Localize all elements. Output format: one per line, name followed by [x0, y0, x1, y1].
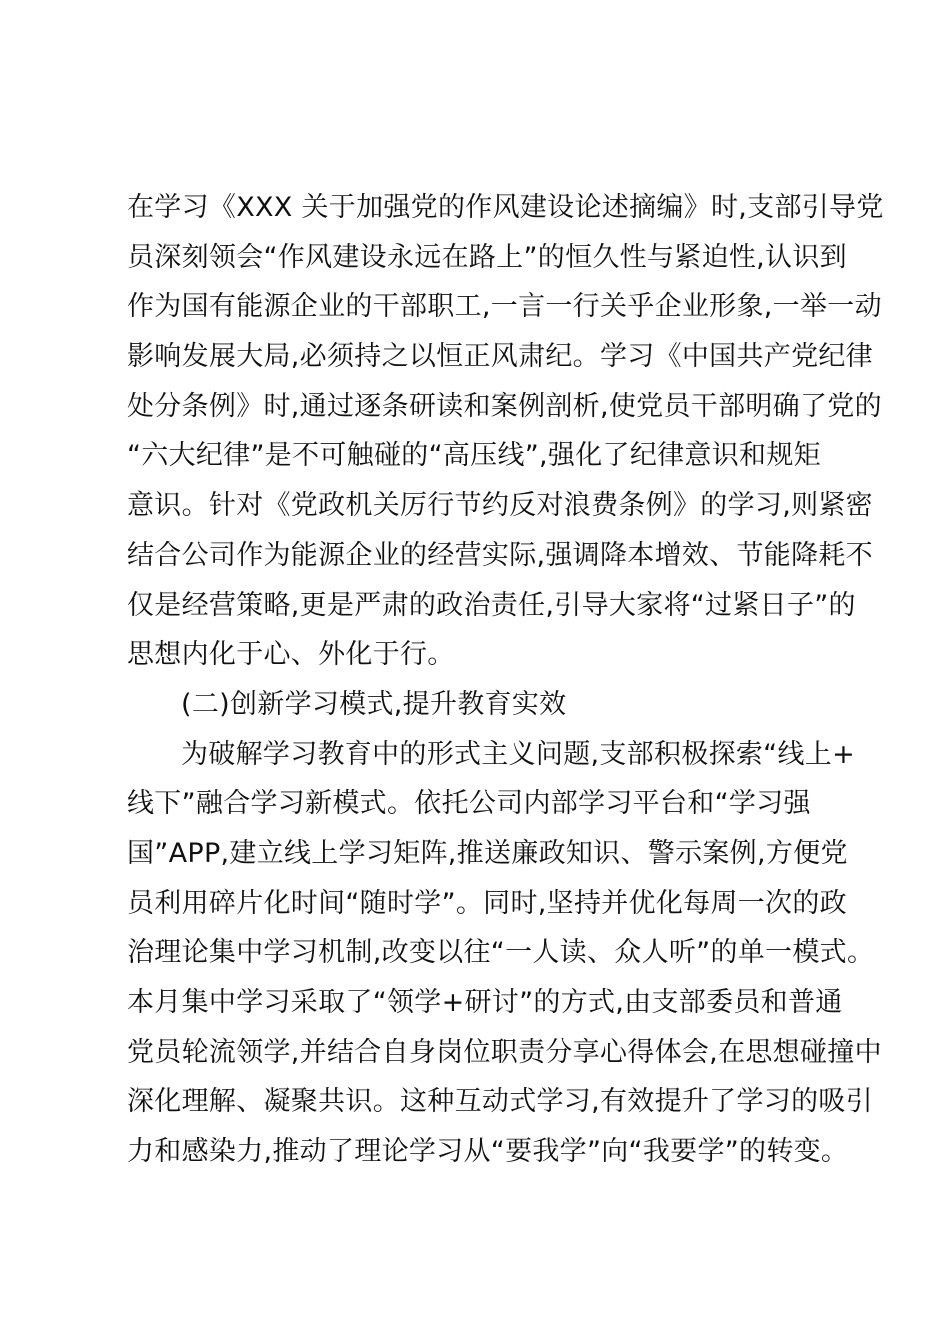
paragraph-line: 党员轮流领学,并结合自身岗位职责分享心得体会,在思想碰撞中 — [127, 1036, 882, 1068]
paragraph-line: 在学习《XXX 关于加强党的作风建设论述摘编》时,支部引导党 — [127, 192, 884, 223]
paragraph-line: 作为国有能源企业的干部职工,一言一行关乎企业形象,一举一动 — [127, 291, 882, 323]
section-heading: (二)创新学习模式,提升教育实效 — [181, 688, 567, 720]
body-text — [127, 183, 884, 1177]
paragraph-line: 处分条例》时,通过逐条研读和案例剖析,使党员干部明确了党的 — [127, 390, 882, 422]
paragraph-line: 员利用碎片化时间“随时学”。同时,坚持并优化每周一次的政 — [127, 887, 847, 919]
paragraph-line: 国”APP,建立线上学习矩阵,推送廉政知识、警示案例,方便党 — [127, 837, 848, 869]
paragraph-line: 思想内化于心、外化于行。 — [127, 639, 455, 671]
paragraph-line: 意识。针对《党政机关厉行节约反对浪费条例》的学习,则紧密 — [127, 490, 873, 522]
paragraph-line: 本月集中学习采取了“领学+研讨”的方式,由支部委员和普通 — [127, 987, 843, 1018]
paragraph-line: 线下”融合学习新模式。依托公司内部学习平台和“学习强 — [127, 788, 811, 820]
paragraph-line: 结合公司作为能源企业的经营实际,强调降本增效、节能降耗不 — [127, 539, 873, 571]
paragraph-line: 深化理解、凝聚共识。这种互动式学习,有效提升了学习的吸引 — [127, 1086, 873, 1118]
paragraph-line: 员深刻领会“作风建设永远在路上”的恒久性与紧迫性,认识到 — [127, 241, 847, 273]
paragraph-line: 治理论集中学习机制,改变以往“一人读、众人听”的单一模式。 — [127, 937, 875, 969]
paragraph-line: “六大纪律”是不可触碰的“高压线”,强化了纪律意识和规矩 — [127, 440, 821, 472]
paragraph-line: 为破解学习教育中的形式主义问题,支部积极探索“线上+ — [181, 738, 855, 770]
paragraph-line: 影响发展大局,必须持之以恒正风肃纪。学习《中国共产党纪律 — [127, 341, 873, 373]
paragraph-line: 力和感染力,推动了理论学习从“要我学”向“我要学”的转变。 — [127, 1136, 849, 1168]
paragraph-line: 仅是经营策略,更是严肃的政治责任,引导大家将“过紧日子”的 — [127, 589, 856, 621]
